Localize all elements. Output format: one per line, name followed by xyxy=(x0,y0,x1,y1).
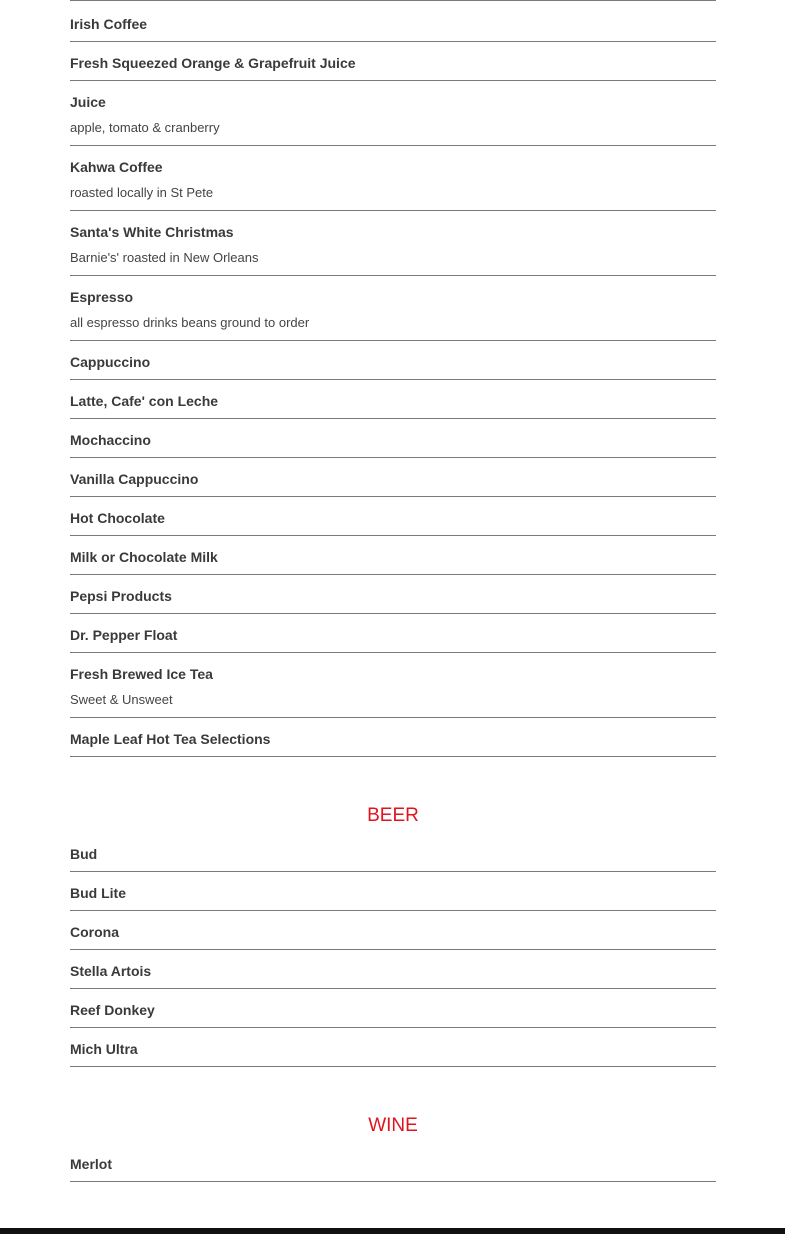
menu-item xyxy=(70,497,716,536)
item-name: Fresh Brewed Ice Tea xyxy=(70,666,213,682)
menu-item xyxy=(70,614,716,653)
section-title-wine: WINE xyxy=(368,1115,418,1136)
item-name: Merlot xyxy=(70,1156,112,1172)
item-description: apple, tomato & cranberry xyxy=(70,120,220,135)
item-name: Mich Ultra xyxy=(70,1041,138,1057)
menu-item xyxy=(70,276,716,341)
item-name: Reef Donkey xyxy=(70,1002,155,1018)
section-title-beer: BEER xyxy=(367,805,419,826)
menu-list xyxy=(70,0,716,1182)
menu-item xyxy=(70,911,716,950)
bottom-bar xyxy=(0,1228,785,1234)
menu-item xyxy=(70,950,716,989)
menu-item xyxy=(70,380,716,419)
item-name: Bud Lite xyxy=(70,885,126,901)
item-description: all espresso drinks beans ground to order xyxy=(70,315,310,330)
item-name: Maple Leaf Hot Tea Selections xyxy=(70,731,271,747)
item-name: Santa's White Christmas xyxy=(70,224,234,240)
item-name: Kahwa Coffee xyxy=(70,159,163,175)
menu-item xyxy=(70,341,716,380)
item-name: Stella Artois xyxy=(70,963,152,979)
menu-item xyxy=(70,81,716,146)
item-name: Hot Chocolate xyxy=(70,510,165,526)
menu-item xyxy=(70,872,716,911)
menu-item xyxy=(70,458,716,497)
item-description: Sweet & Unsweet xyxy=(70,692,173,707)
item-name: Corona xyxy=(70,924,119,940)
item-name: Milk or Chocolate Milk xyxy=(70,549,218,565)
menu-item xyxy=(70,1028,716,1067)
menu-item xyxy=(70,1157,716,1182)
item-name: Espresso xyxy=(70,289,134,305)
menu-item xyxy=(70,42,716,81)
item-name: Vanilla Cappuccino xyxy=(70,471,199,487)
menu-item xyxy=(70,575,716,614)
menu-item xyxy=(70,718,716,757)
menu-item xyxy=(70,1,716,42)
item-description: roasted locally in St Pete xyxy=(70,185,214,200)
menu-item xyxy=(70,146,716,211)
menu-item xyxy=(70,536,716,575)
wine-section xyxy=(70,1067,716,1182)
menu-item xyxy=(70,989,716,1028)
item-name: Fresh Squeezed Orange & Grapefruit Juice xyxy=(70,55,356,71)
drinks-section xyxy=(70,1,716,757)
item-name: Pepsi Products xyxy=(70,588,172,604)
item-name: Dr. Pepper Float xyxy=(70,627,178,643)
menu-item xyxy=(70,653,716,718)
menu-item xyxy=(70,211,716,276)
item-description: Barnie's' roasted in New Orleans xyxy=(70,250,259,265)
item-name: Bud xyxy=(70,846,98,862)
item-name: Cappuccino xyxy=(70,354,151,370)
menu-item xyxy=(70,847,716,872)
item-name: Latte, Cafe' con Leche xyxy=(70,393,219,409)
item-name: Mochaccino xyxy=(70,432,151,448)
beer-section xyxy=(70,757,716,1067)
menu-item xyxy=(70,419,716,458)
item-name: Juice xyxy=(70,94,106,110)
item-name: Irish Coffee xyxy=(70,16,148,32)
